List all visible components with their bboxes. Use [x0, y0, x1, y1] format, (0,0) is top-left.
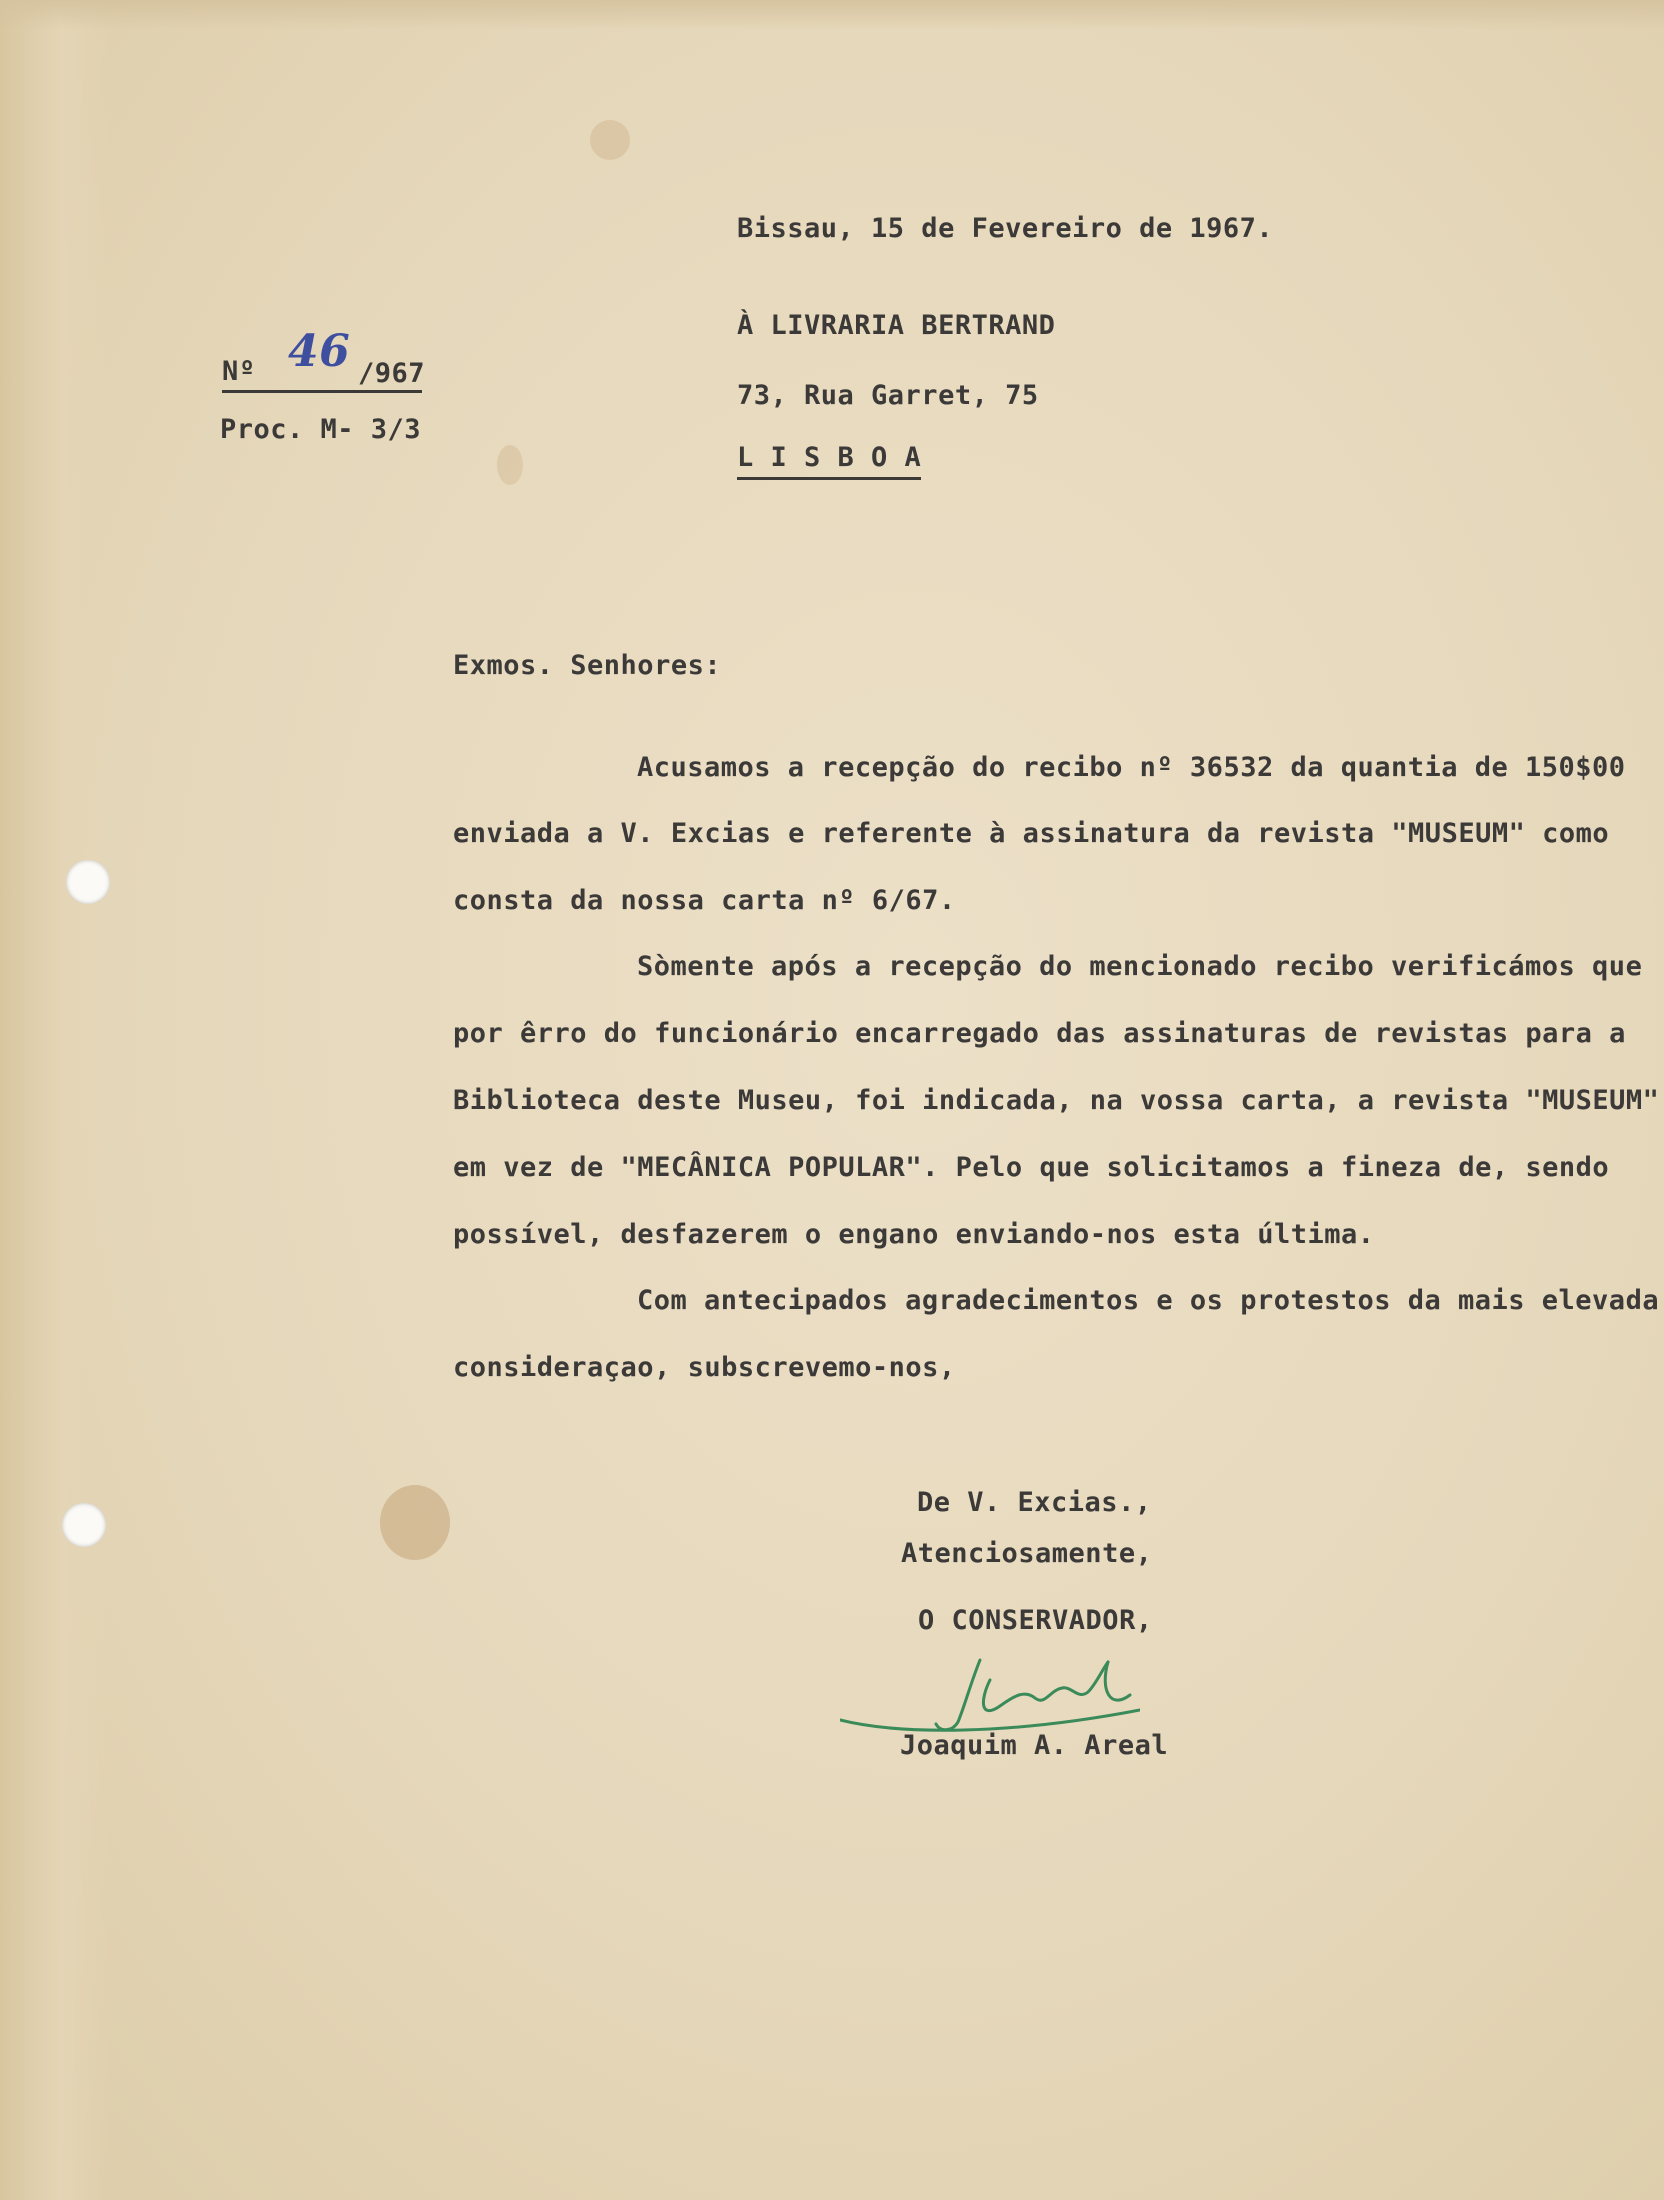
recipient-city: L I S B O A	[737, 442, 921, 480]
body-line: enviada a V. Excias e referente à assinatura da revista "MUSEUM" como	[453, 818, 1610, 849]
body-line: consideraçao, subscrevemo-nos,	[453, 1352, 956, 1383]
closing-line: Atenciosamente,	[901, 1538, 1153, 1569]
body-line: em vez de "MECÂNICA POPULAR". Pelo que solicitamos a fineza de, sendo	[453, 1152, 1610, 1183]
paper-edge-left	[0, 0, 110, 2200]
reference-underline	[222, 326, 426, 393]
body-line: Com antecipados agradecimentos e os protestos da mais elevada	[637, 1285, 1660, 1316]
reference-prefix: Nº	[222, 356, 256, 387]
stain-mark	[590, 120, 630, 160]
closing-line: De V. Excias.,	[917, 1487, 1152, 1518]
body-line: por êrro do funcionário encarregado das assinaturas de revistas para a	[453, 1018, 1626, 1049]
body-line: Biblioteca deste Museu, foi indicada, na vossa carta, a revista "MUSEUM"	[453, 1085, 1660, 1116]
reference-number	[222, 326, 426, 400]
punch-hole-upper	[66, 860, 110, 904]
recipient-address: 73, Rua Garret, 75	[737, 380, 1039, 411]
salutation: Exmos. Senhores:	[453, 650, 722, 681]
closing-title: O CONSERVADOR,	[918, 1605, 1153, 1636]
date-line: Bissau, 15 de Fevereiro de 1967.	[737, 213, 1274, 244]
body-line: Sòmente após a recepção do mencionado recibo verificámos que	[637, 951, 1643, 982]
stain-mark	[380, 1485, 450, 1560]
stain-mark	[497, 445, 523, 485]
body-line: consta da nossa carta nº 6/67.	[453, 885, 956, 916]
recipient-name: À LIVRARIA BERTRAND	[737, 310, 1056, 341]
body-line: Acusamos a recepção do recibo nº 36532 da quantia de 150$00	[637, 752, 1626, 783]
signatory-name: Joaquim A. Areal	[900, 1730, 1169, 1761]
body-line: possível, desfazerem o engano enviando-nos esta última.	[453, 1219, 1375, 1250]
reference-handwritten-number: 46	[288, 326, 351, 377]
reference-year: /967	[358, 358, 426, 389]
process-reference: Proc. M- 3/3	[220, 414, 422, 445]
paper-edge-top	[0, 0, 1664, 30]
punch-hole-lower	[62, 1503, 106, 1547]
